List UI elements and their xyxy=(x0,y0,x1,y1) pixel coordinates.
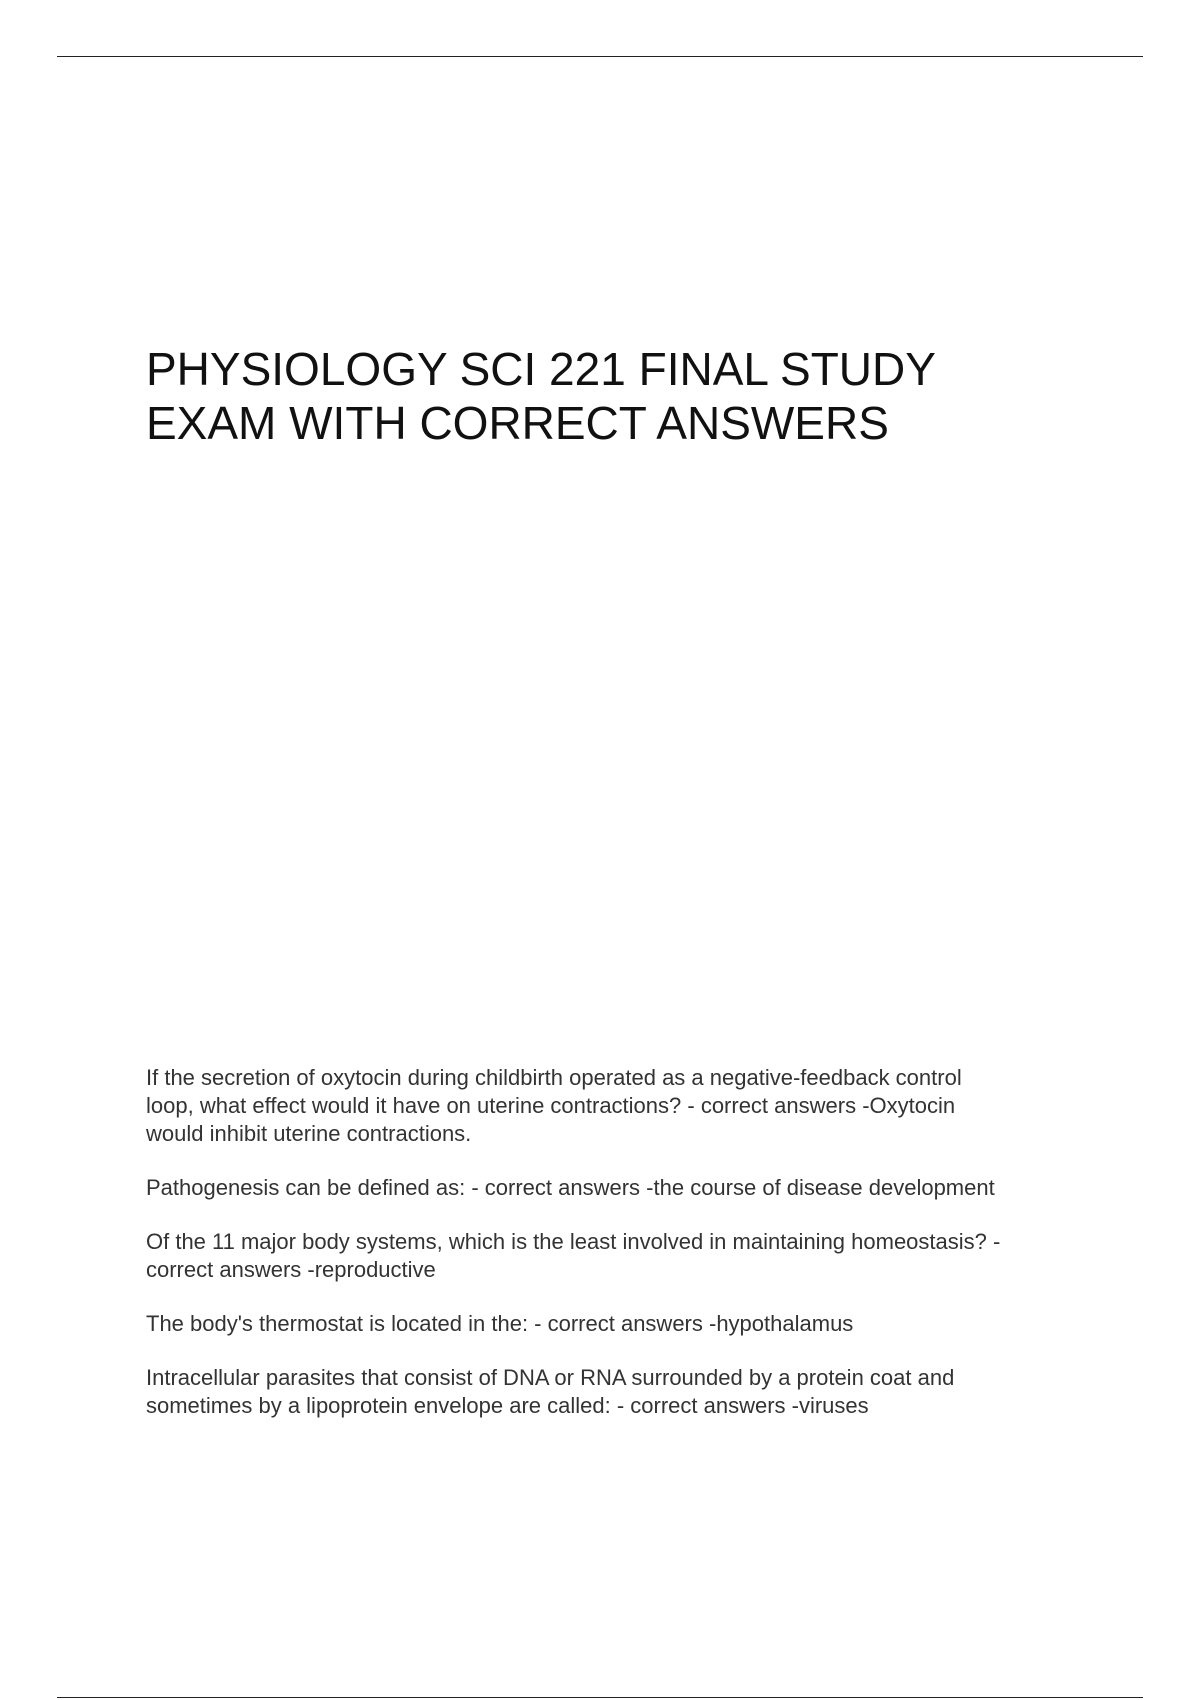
bottom-divider xyxy=(57,1697,1143,1698)
qa-text-line: loop, what effect would it have on uterine contractions? - correct answers -Oxytocin xyxy=(146,1093,956,1118)
qa-item-thermostat xyxy=(146,1310,1106,1338)
qa-text-line: sometimes by a lipoprotein envelope are called: - correct answers -viruses xyxy=(146,1393,869,1418)
document-title xyxy=(146,342,1106,450)
qa-text-line: The body's thermostat is located in the: - correct answers -hypothalamus xyxy=(146,1311,854,1336)
qa-text-line: If the secretion of oxytocin during childbirth operated as a negative-feedback control xyxy=(146,1065,962,1090)
qa-item-body-systems xyxy=(146,1228,1106,1284)
top-divider xyxy=(57,56,1143,57)
qa-item-oxytocin xyxy=(146,1064,1106,1148)
qa-item-pathogenesis xyxy=(146,1174,1106,1202)
title-line-1: PHYSIOLOGY SCI 221 FINAL STUDY xyxy=(146,343,936,395)
qa-text-line: Pathogenesis can be defined as: - correct answers -the course of disease development xyxy=(146,1175,995,1200)
qa-text-line: correct answers -reproductive xyxy=(146,1257,436,1282)
qa-text-line: Intracellular parasites that consist of DNA or RNA surrounded by a protein coat and xyxy=(146,1365,955,1390)
qa-text-line: Of the 11 major body systems, which is the least involved in maintaining homeostasis? - xyxy=(146,1229,1001,1254)
qa-item-viruses xyxy=(146,1364,1106,1420)
title-line-2: EXAM WITH CORRECT ANSWERS xyxy=(146,397,889,449)
qa-text-line: would inhibit uterine contractions. xyxy=(146,1121,472,1146)
question-answer-list xyxy=(146,1064,1106,1446)
